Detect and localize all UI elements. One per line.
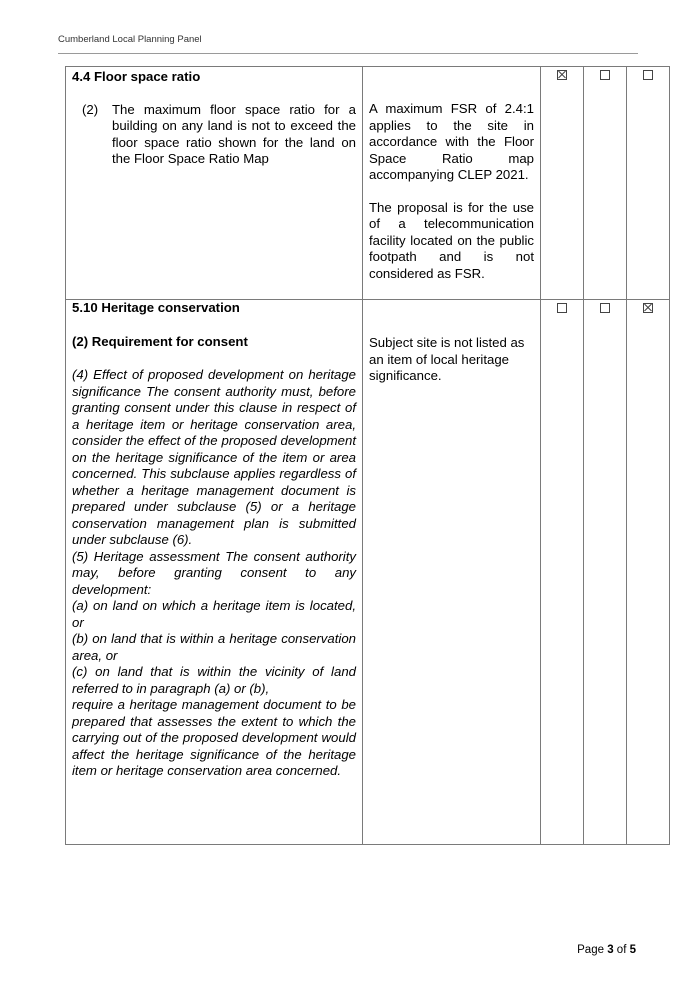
compliance-table: [65, 66, 670, 845]
page-label: Page: [577, 944, 604, 956]
comment-paragraph: A maximum FSR of 2.4:1 applies to the site in accordance with the Floor Space Ratio map accompanying CLEP 2021.: [369, 101, 534, 182]
page-of: of: [616, 944, 627, 956]
check-cell-yes: [541, 67, 584, 300]
check-cell-na: [627, 67, 670, 300]
clause-subheading: (2) Requirement for consent: [72, 333, 248, 349]
page-total: 5: [629, 944, 636, 956]
clause-paragraph: (b) on land that is within a heritage conservation area, or: [72, 631, 356, 663]
comment-cell: [363, 300, 541, 845]
comment-paragraph: Subject site is not listed as an item of local heritage significance.: [369, 335, 525, 383]
clause-paragraph: require a heritage management document to be prepared that assesses the extent to which the carrying out of the proposed development would affect the heritage significance of the heritage item or heritage conservation area concerned.: [72, 697, 356, 778]
comment-paragraph: The proposal is for the use of a telecommunication facility located on the public footpath and is not considered as FSR.: [369, 199, 534, 281]
clause-subsection: [72, 102, 356, 168]
subsection-text: The maximum floor space ratio for a building on any land is not to exceed the floor space ratio shown for the land on the Floor Space Ratio Map: [112, 101, 356, 166]
checkbox-no[interactable]: [600, 70, 610, 80]
clause-heading: 5.10 Heritage conservation: [72, 300, 240, 315]
page-number: [577, 944, 636, 956]
clause-paragraph: (4) Effect of proposed development on heritage significance The consent authority must, before granting consent under this clause in respect of a heritage item or heritage conservation area, consider the effect of the proposed development on the heritage significance of the item or area concerned. This subclause applies regardless of whether a heritage management document is prepared under subclause (5) or a heritage conservation management plan is submitted under subclause (6).: [72, 367, 356, 547]
checkbox-na[interactable]: [643, 303, 653, 313]
clause-heading: 4.4 Floor space ratio: [72, 69, 201, 84]
page-current: 3: [607, 944, 614, 956]
check-cell-no: [584, 67, 627, 300]
header-divider: [58, 53, 638, 54]
checkbox-yes[interactable]: [557, 70, 567, 80]
clause-cell: [66, 300, 363, 845]
check-cell-no: [584, 300, 627, 845]
subsection-number: (2): [82, 101, 99, 117]
check-cell-na: [627, 300, 670, 845]
check-cell-yes: [541, 300, 584, 845]
comment-cell: [363, 67, 541, 300]
clause-body: [72, 367, 356, 780]
checkbox-na[interactable]: [643, 70, 653, 80]
clause-cell: [66, 67, 363, 300]
checkbox-no[interactable]: [600, 303, 610, 313]
table-row: [66, 67, 670, 300]
clause-paragraph: (c) on land that is within the vicinity of land referred to in paragraph (a) or (b),: [72, 664, 356, 696]
header-title: Cumberland Local Planning Panel: [58, 34, 202, 45]
table-row: [66, 300, 670, 845]
clause-paragraph: (5) Heritage assessment The consent authority may, before granting consent to any development:: [72, 548, 356, 597]
checkbox-yes[interactable]: [557, 303, 567, 313]
clause-paragraph: (a) on land on which a heritage item is located, or: [72, 598, 356, 630]
